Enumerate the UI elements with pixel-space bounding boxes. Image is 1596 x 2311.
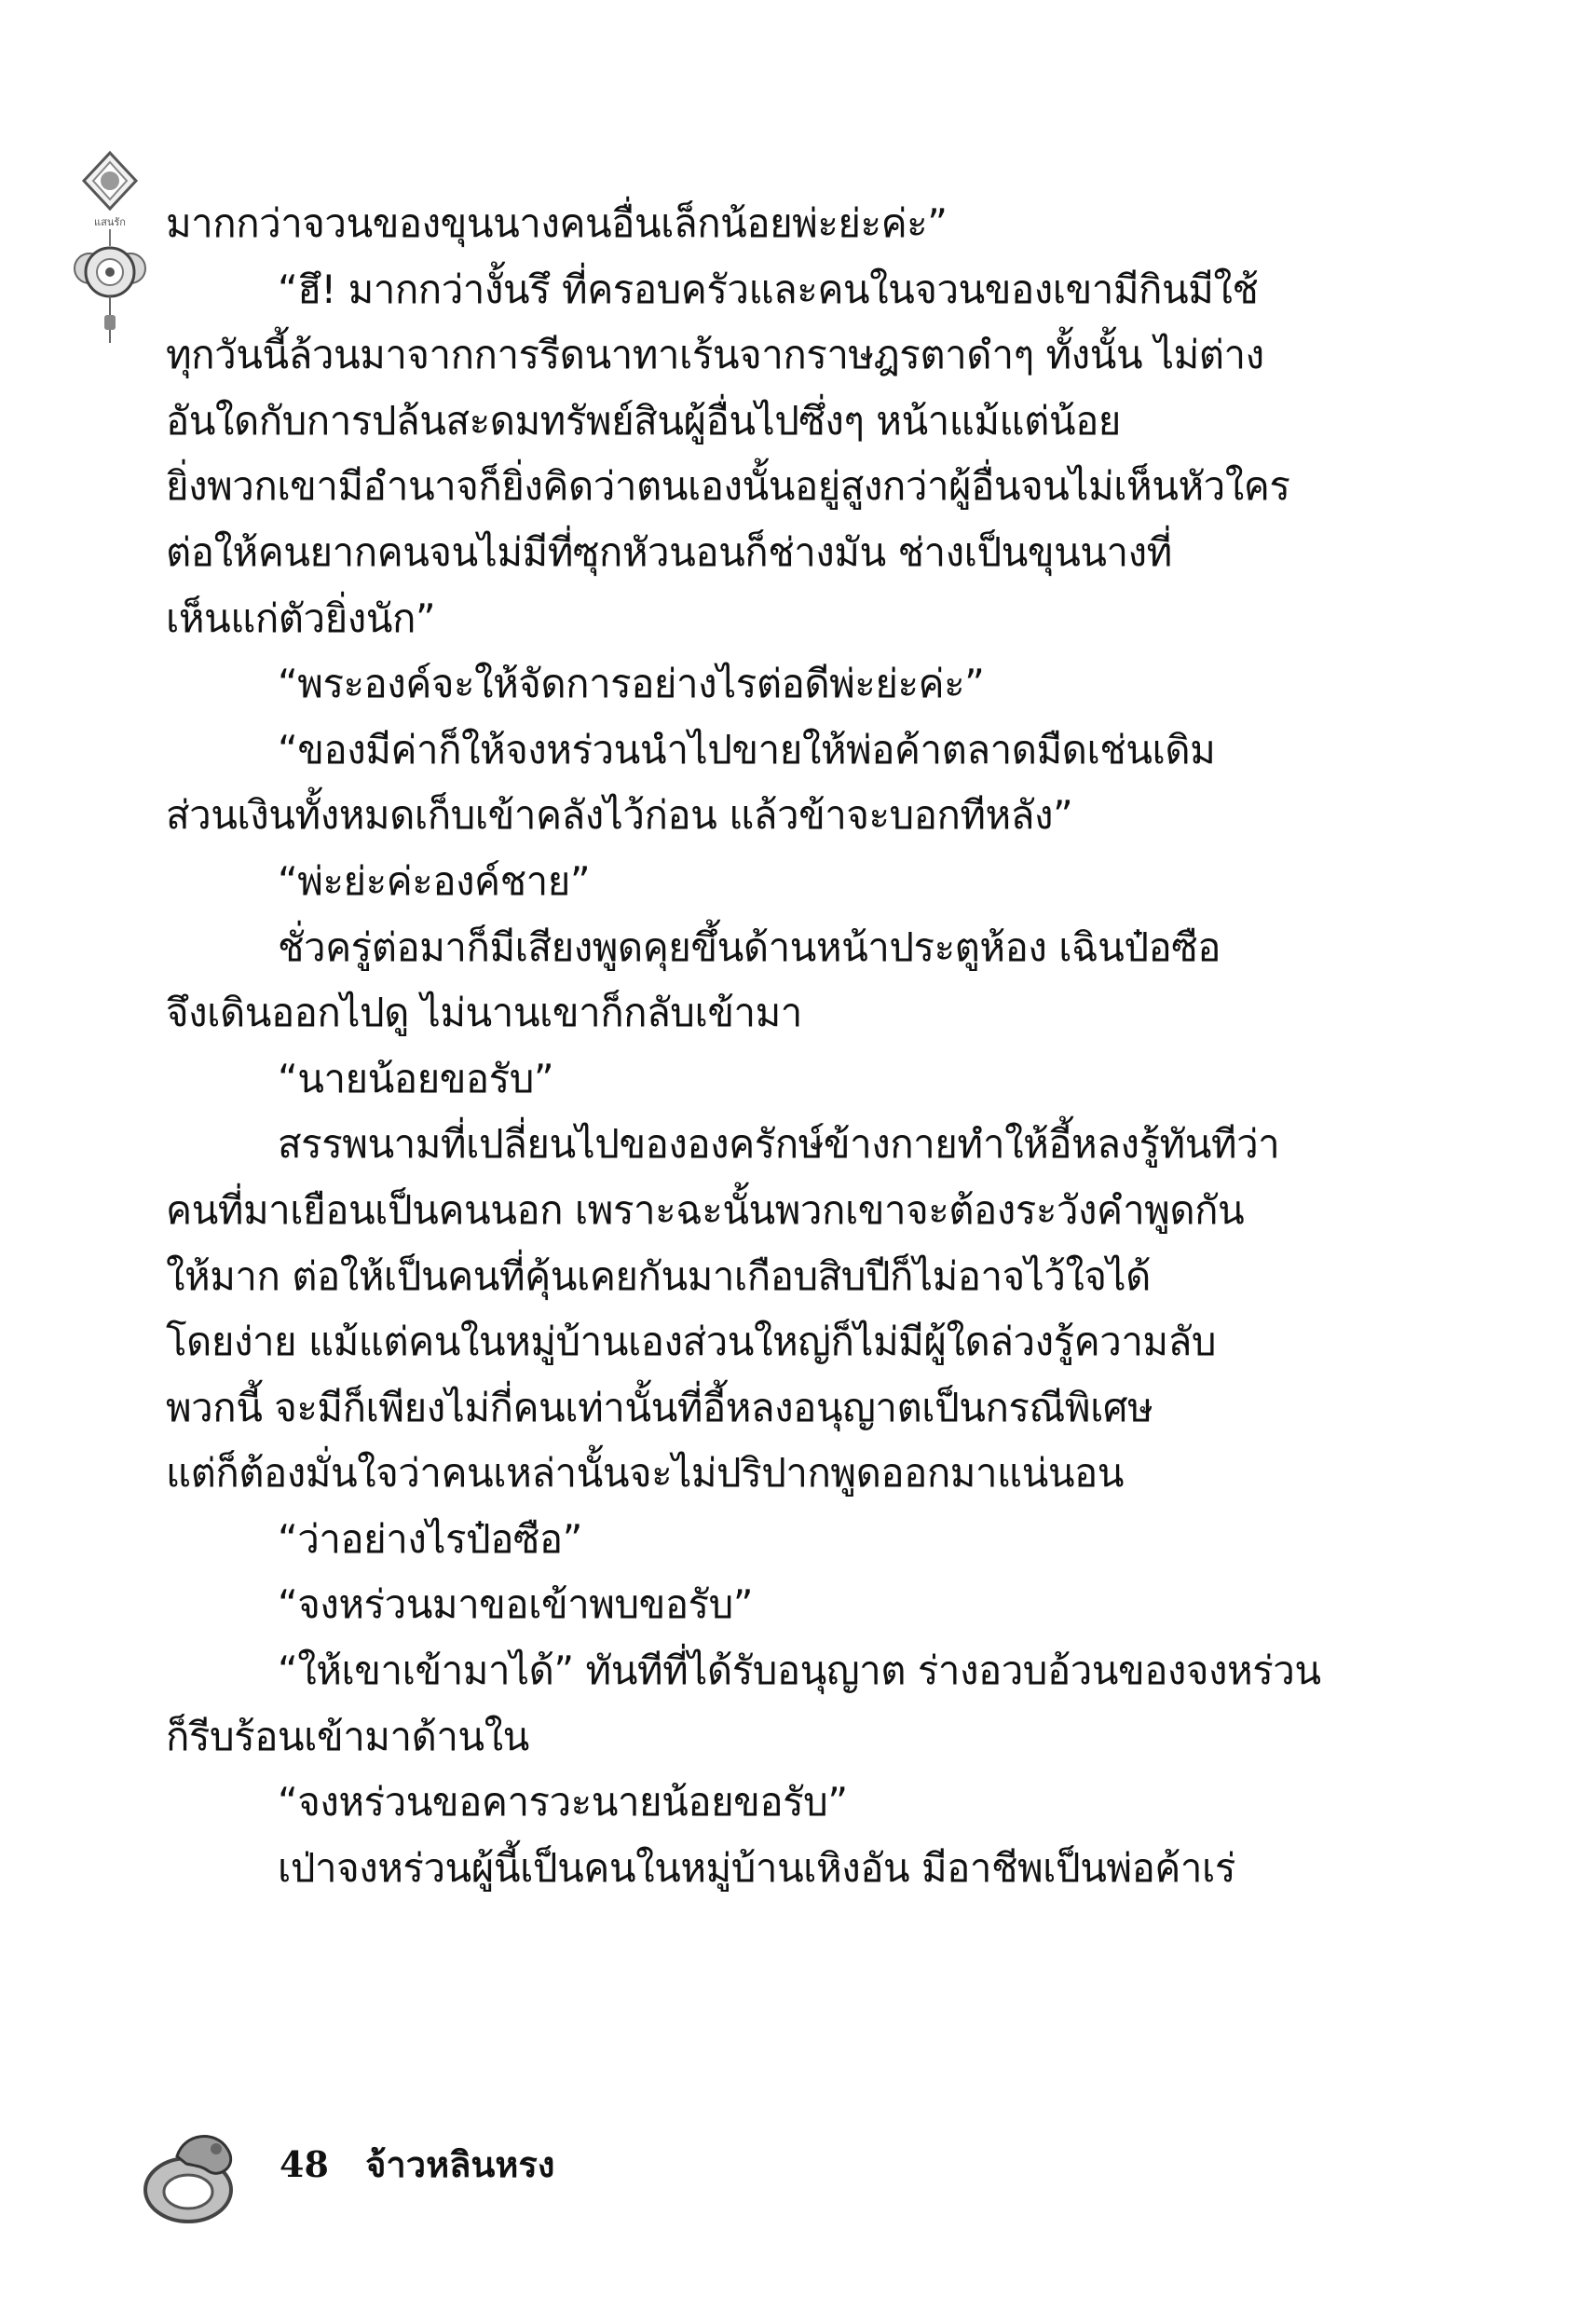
- book-title: จ้าวหลินหรง: [365, 2143, 555, 2185]
- text-line: มากกว่าจวนของขุนนางคนอื่นเล็กน้อยพ่ะย่ะค่ะ”: [166, 200, 948, 246]
- text-line: แต่ก็ต้องมั่นใจว่าคนเหล่านั้นจะไม่ปริปากพูดออกมาแน่นอน: [166, 1450, 1124, 1497]
- text-line: “พ่ะย่ะค่ะองค์ชาย”: [278, 857, 591, 904]
- text-line: สรรพนามที่เปลี่ยนไปขององครักษ์ข้างกายทำให้อี้หลงรู้ทันทีว่า: [278, 1121, 1280, 1168]
- text-line: ต่อให้คนยากคนจนไม่มีที่ซุกหัวนอนก็ช่างมัน ช่างเป็นขุนนางที่: [166, 528, 1172, 575]
- text-line: ก็รีบร้อนเข้ามาด้านใน: [166, 1713, 529, 1759]
- text-line: เป่าจงหร่วนผู้นี้เป็นคนในหมู่บ้านเหิงอัน มีอาชีพเป็นพ่อค้าเร่: [278, 1844, 1235, 1891]
- text-line: ชั่วครู่ต่อมาก็มีเสียงพูดคุยขึ้นด้านหน้าประตูห้อง เฉินป๋อซือ: [278, 923, 1221, 970]
- text-line: “นายน้อยขอรับ”: [278, 1055, 554, 1101]
- text-line: พวกนี้ จะมีก็เพียงไม่กี่คนเท่านั้นที่อี้หลงอนุญาตเป็นกรณีพิเศษ: [166, 1384, 1153, 1430]
- page-number: 48: [280, 2143, 329, 2185]
- ring-icon: [130, 2125, 252, 2227]
- text-line: อันใดกับการปล้นสะดมทรัพย์สินผู้อื่นไปซึ่งๆ หน้าแม้แต่น้อย: [166, 397, 1121, 444]
- text-line: ยิ่งพวกเขามีอำนาจก็ยิ่งคิดว่าตนเองนั้นอยู่สูงกว่าผู้อื่นจนไม่เห็นหัวใคร: [166, 463, 1290, 510]
- ornament-icon: [54, 149, 166, 345]
- ornament-label: แสนรัก: [94, 216, 126, 228]
- text-line: “ให้เขาเข้ามาได้” ทันทีที่ได้รับอนุญาต ร่างอวบอ้วนของจงหร่วน: [278, 1648, 1321, 1694]
- text-line: “พระองค์จะให้จัดการอย่างไรต่อดีพ่ะย่ะค่ะ”: [278, 661, 985, 707]
- text-line: เห็นแก่ตัวยิ่งนัก”: [166, 595, 436, 641]
- text-line: “ของมีค่าก็ให้จงหร่วนนำไปขายให้พ่อค้าตลาดมืดเช่นเดิม: [278, 726, 1216, 773]
- text-line: ทุกวันนี้ล้วนมาจากการรีดนาทาเร้นจากราษฎรตาดำๆ ทั้งนั้น ไม่ต่าง: [166, 332, 1264, 378]
- text-line: “ฮึ! มากกว่างั้นรึ ที่ครอบครัวและคนในจวนของเขามีกินมีใช้: [278, 266, 1259, 312]
- text-line: จึงเดินออกไปดู ไม่นานเขาก็กลับเข้ามา: [166, 990, 802, 1036]
- text-line: โดยง่าย แม้แต่คนในหมู่บ้านเองส่วนใหญ่ก็ไม่มีผู้ใดล่วงรู้ความลับ: [166, 1319, 1216, 1365]
- page-footer: [280, 2141, 554, 2188]
- text-line: “จงหร่วนขอคารวะนายน้อยขอรับ”: [278, 1779, 848, 1826]
- text-line: ส่วนเงินทั้งหมดเก็บเข้าคลังไว้ก่อน แล้วข้าจะบอกทีหลัง”: [166, 792, 1073, 839]
- text-line: “ว่าอย่างไรป๋อซือ”: [278, 1515, 582, 1562]
- text-line: คนที่มาเยือนเป็นคนนอก เพราะฉะนั้นพวกเขาจะต้องระวังคำพูดกัน: [166, 1186, 1245, 1233]
- text-line: ให้มาก ต่อให้เป็นคนที่คุ้นเคยกันมาเกือบสิบปีก็ไม่อาจไว้ใจได้: [166, 1252, 1151, 1299]
- text-line: “จงหร่วนมาขอเข้าพบขอรับ”: [278, 1581, 754, 1628]
- page-body: [166, 191, 1321, 1901]
